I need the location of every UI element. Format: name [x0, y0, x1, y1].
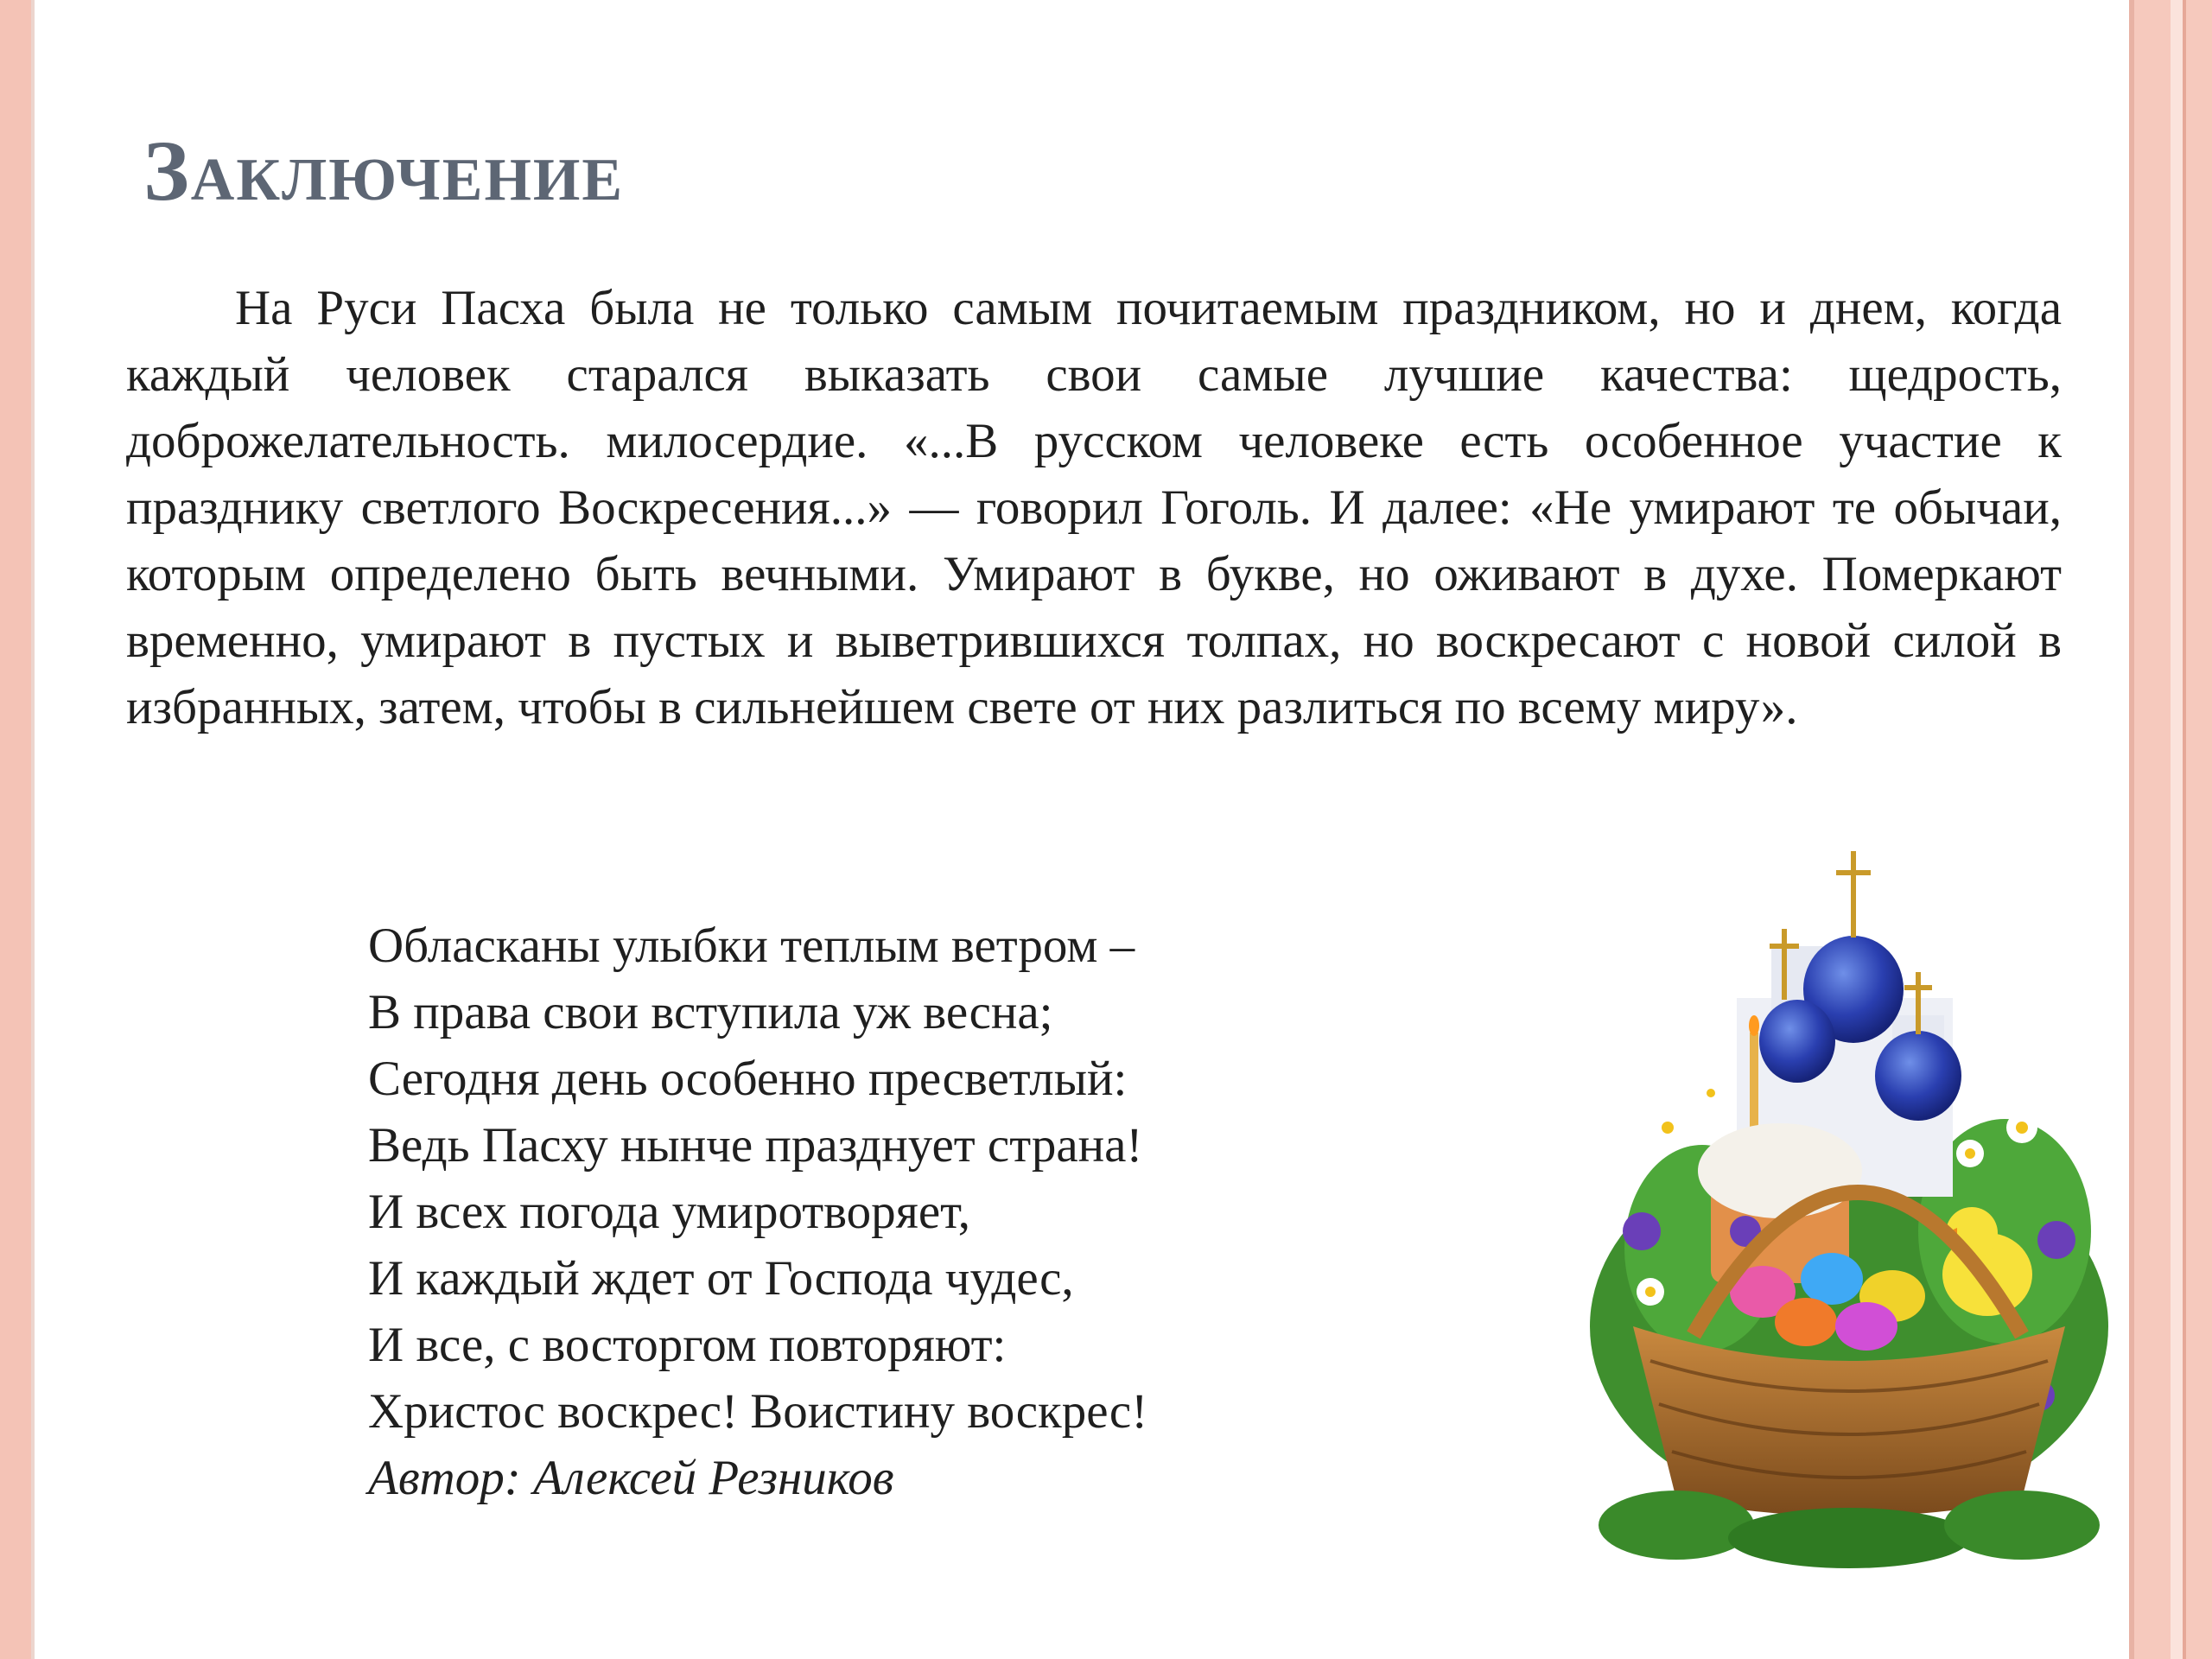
- poem-line: Обласканы улыбки теплым ветром –: [368, 918, 1135, 973]
- poem-line: Сегодня день особенно пресветлый:: [368, 1052, 1128, 1106]
- poem-line: И всех погода умиротворяет,: [368, 1185, 971, 1239]
- poem-line: В права свои вступила уж весна;: [368, 985, 1053, 1039]
- poem-line: Христос воскрес! Воистину воскрес!: [368, 1384, 1148, 1439]
- poem-line: И все, с восторгом повторяют:: [368, 1318, 1007, 1372]
- poem-line: И каждый ждет от Господа чудес,: [368, 1251, 1074, 1306]
- slide-border-right: [2119, 0, 2212, 1659]
- poem-author: Автор: Алексей Резников: [368, 1451, 894, 1505]
- conclusion-paragraph: На Руси Пасха была не только самым почитаемым праздником, но и днем, когда каждый человек старался выказать свои самые лучшие качества: щедрость, доброжелательность. милосердие. «...В русском человеке есть особенное участие к празднику светлого Воскресения...» — говорил Гоголь. И далее: «Не умирают те обычаи, которым определено быть вечными. Умирают в букве, но оживают в духе. Померкают временно, умирают в пустых и выветрившихся толпах, но воскресают с новой силой в избранных, затем, чтобы в сильнейшем свете от них разлиться по всему миру».: [126, 281, 2062, 734]
- slide-border-left: [0, 0, 31, 1659]
- poem-line: Ведь Пасху нынче празднует страна!: [368, 1118, 1143, 1173]
- slide-title: Заключение: [143, 123, 625, 219]
- easter-basket-icon: [1573, 842, 2126, 1568]
- poem: [368, 912, 1147, 1511]
